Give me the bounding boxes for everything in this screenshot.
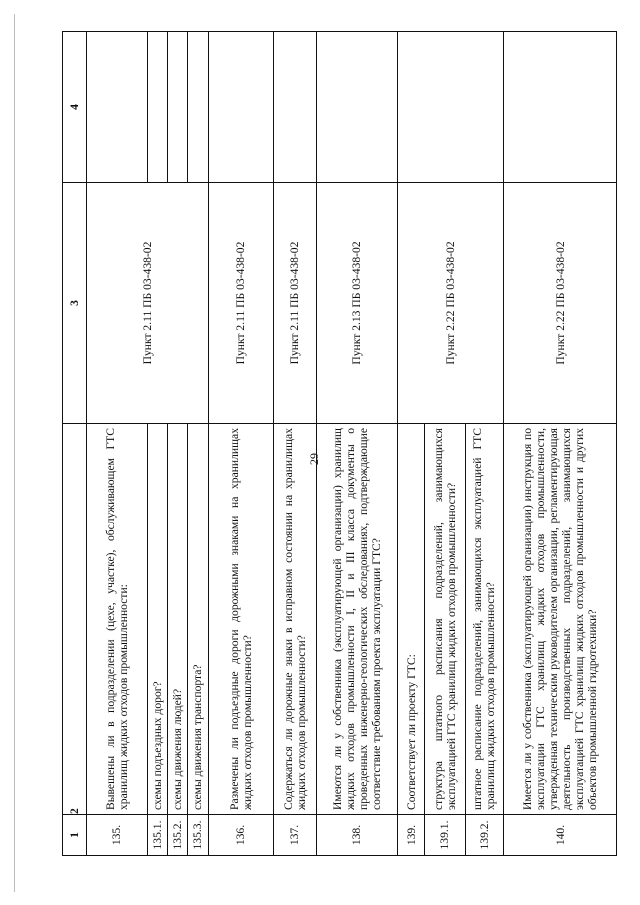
table-row (273, 32, 316, 856)
row-reference: Пункт 2.11 ПБ 03-438-02 (273, 183, 316, 424)
row-reference: Пункт 2.11 ПБ 03-438-02 (86, 183, 208, 424)
table-row (504, 32, 617, 856)
row-number: 139.1. (425, 815, 466, 856)
row-question: Вывешены ли в подразделении (цехе, участке), обслуживающем ГТС хранилищ жидких отходов промышленности: (86, 424, 147, 815)
row-number: 135.1. (147, 815, 167, 856)
header-col-3: 3 (63, 183, 87, 424)
header-col-1: 1 (63, 815, 87, 856)
row-question: штатное расписание подразделений, занимающихся эксплуатацией ГТС хранилищ жидких отходов промышленности? (465, 424, 503, 815)
row-number: 137. (273, 815, 316, 856)
row-answer (504, 32, 617, 183)
row-reference: Пункт 2.11 ПБ 03-438-02 (208, 183, 273, 424)
row-answer (147, 32, 167, 183)
row-number: 135. (86, 815, 147, 856)
row-question: Соответствует ли проекту ГТС: (398, 424, 425, 815)
row-answer (167, 32, 187, 183)
table-row (398, 32, 425, 856)
row-answer (208, 32, 273, 183)
row-question: Имеется ли у собственника (эксплуатирующей организации) инструкция по эксплуатации ГТС хранилищ жидких отходов промышленности, утвержденная техническим руководителем организации, регламентирующая деятельность производственных подразделений, занимающихся эксплуатацией ГТС хранилищ жидких отходов промышленности и других объектов промышленной гидротехники? (504, 424, 617, 815)
row-number: 138. (316, 815, 397, 856)
row-question: схемы подъездных дорог? (147, 424, 167, 815)
row-reference: Пункт 2.22 ПБ 03-438-02 (398, 183, 504, 424)
row-reference: Пункт 2.22 ПБ 03-438-02 (504, 183, 617, 424)
row-number: 135.3. (188, 815, 208, 856)
table-row (86, 32, 147, 856)
table-row (208, 32, 273, 856)
row-answer (188, 32, 208, 183)
rotated-table-wrapper (62, 36, 617, 856)
row-question: схемы движения людей? (167, 424, 187, 815)
row-number: 135.2. (167, 815, 187, 856)
row-number: 140. (504, 815, 617, 856)
checklist-table (62, 31, 617, 856)
row-question: Размечены ли подъездные дороги дорожными знаками на хранилищах жидких отходов промышленности? (208, 424, 273, 815)
row-question: Содержаться ли дорожные знаки в исправном состоянии на хранилищах жидких отходов промышленности? (273, 424, 316, 815)
row-question: структура штатного расписания подразделений, занимающихся эксплуатацией ГТС хранилищ жидких отходов промышленности? (425, 424, 466, 815)
row-number: 139.2. (465, 815, 503, 856)
table-row (316, 32, 397, 856)
row-question: Имеются ли у собственника (эксплуатирующей организации) хранилищ жидких отходов промышленности I, II и III класса документы о проведенных инженерно-геологических обследованиях, подтверждающие соответствие требованиям проекта эксплуатации ГТС? (316, 424, 397, 815)
row-number: 136. (208, 815, 273, 856)
header-col-2: 2 (63, 424, 87, 815)
header-row (63, 32, 87, 856)
row-question: схемы движения транспорта? (188, 424, 208, 815)
row-answer (316, 32, 397, 183)
table-row (167, 32, 187, 856)
row-answer (273, 32, 316, 183)
header-col-4: 4 (63, 32, 87, 183)
row-number: 139. (398, 815, 425, 856)
row-answer (398, 32, 504, 183)
page-number: 29 (307, 453, 321, 465)
row-answer (86, 32, 147, 183)
table-row (188, 32, 208, 856)
row-reference: Пункт 2.13 ПБ 03-438-02 (316, 183, 397, 424)
table-row (147, 32, 167, 856)
